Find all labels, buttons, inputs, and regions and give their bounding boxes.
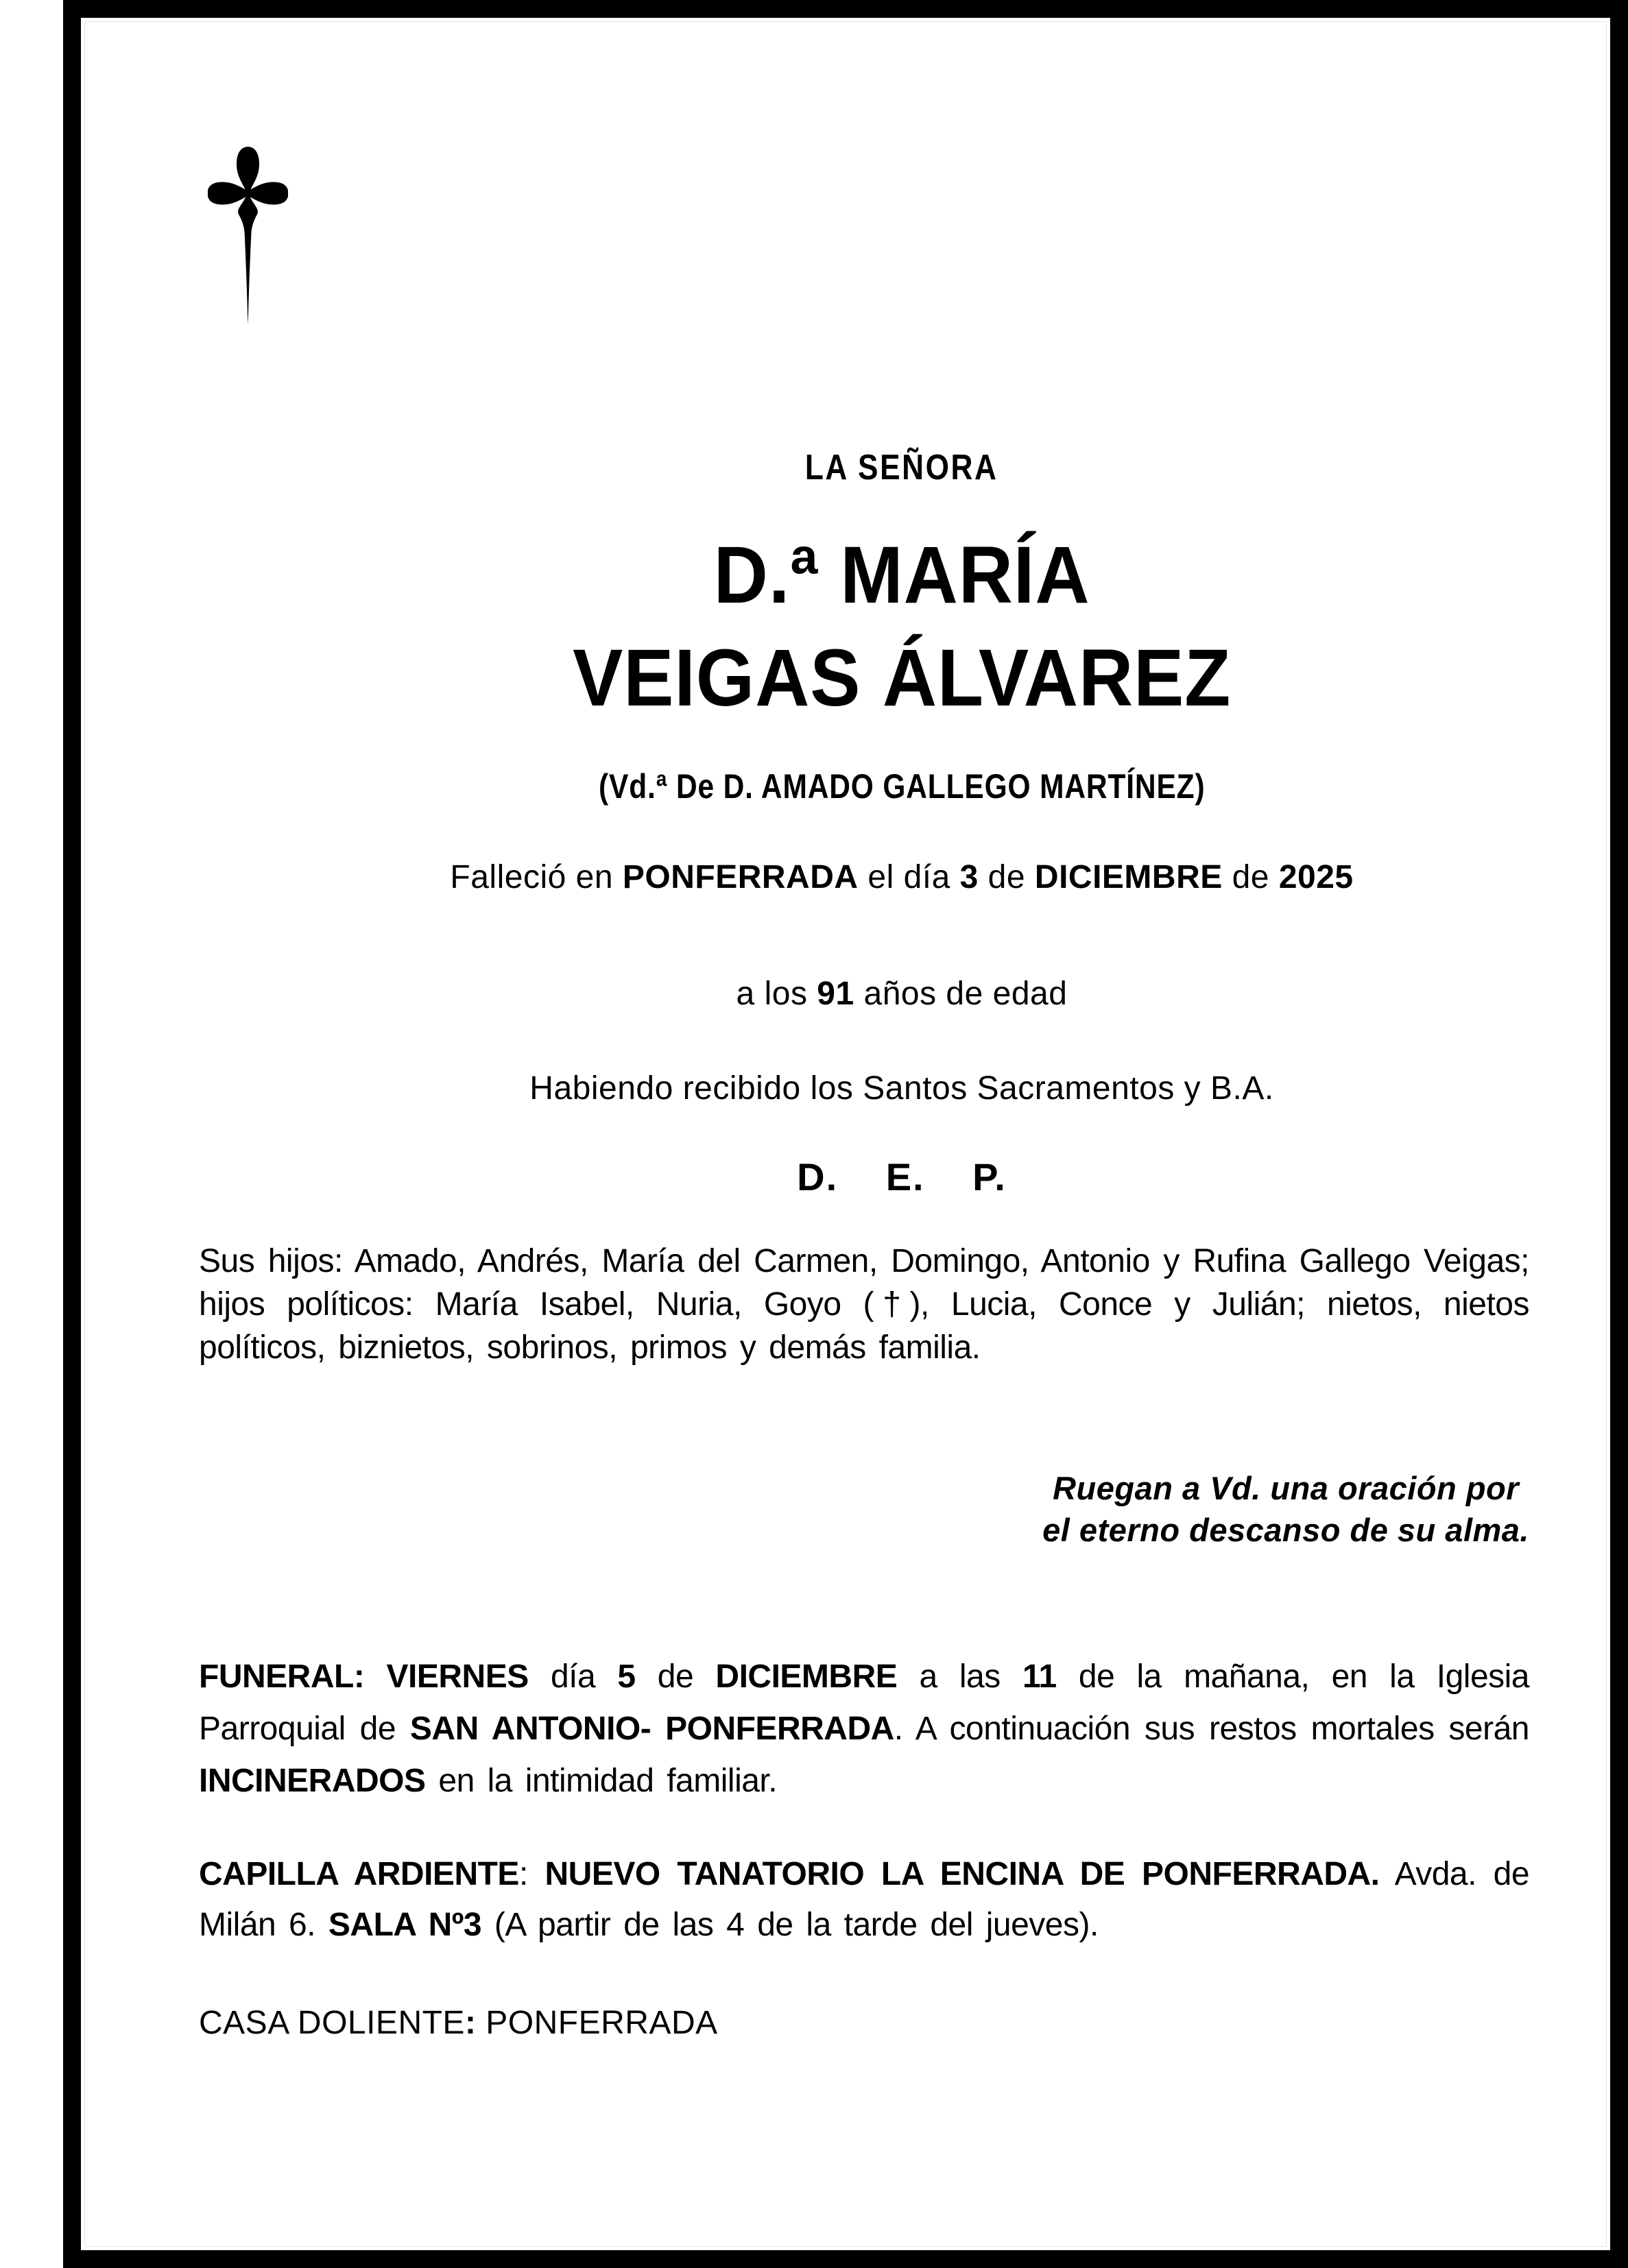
honorific-text: LA SEÑORA bbox=[805, 448, 998, 487]
deceased-name-line2 bbox=[199, 627, 1529, 729]
mourning-house-line: CASA DOLIENTE: PONFERRADA bbox=[199, 2005, 718, 2041]
memorial-cross-icon bbox=[208, 144, 288, 327]
death-line: Falleció en PONFERRADA el día 3 de DICIEMBRE de 2025 bbox=[450, 859, 1354, 895]
notice-content bbox=[199, 0, 1529, 2268]
widow-of-line bbox=[199, 765, 1529, 808]
honorific-heading bbox=[199, 446, 1529, 490]
prayer-line1: Ruegan a Vd. una oración por bbox=[1053, 1470, 1520, 1506]
prayer-line2: el eterno descanso de su alma. bbox=[1042, 1512, 1529, 1548]
widow-of-text: (Vd.ª De D. AMADO GALLEGO MARTÍNEZ) bbox=[598, 767, 1206, 806]
sacraments-line: Habiendo recibido los Santos Sacramentos y B.A. bbox=[529, 1070, 1274, 1107]
family-paragraph: Sus hijos: Amado, Andrés, María del Carmen, Domingo, Antonio y Rufina Gallego Veigas; hijos políticos: María Isabel, Nuria, Goyo (†), Lucia, Conce y Julián; nietos, nietos políticos, biznietos, sobrinos, primos y demás familia. bbox=[199, 1243, 1529, 1366]
dep-abbreviation: D. E. P. bbox=[797, 1155, 1007, 1198]
deceased-name-line2-text: VEIGAS ÁLVAREZ bbox=[572, 633, 1232, 723]
prayer-request bbox=[1042, 1467, 1529, 1551]
wake-chapel-paragraph: CAPILLA ARDIENTE: NUEVO TANATORIO LA ENCINA DE PONFERRADA. Avda. de Milán 6. SALA Nº3 (A partir de las 4 de la tarde del jueves). bbox=[199, 1856, 1530, 1943]
funeral-paragraph: FUNERAL: VIERNES día 5 de DICIEMBRE a las 11 de la mañana, en la Iglesia Parroquial de SAN ANTONIO- PONFERRADA. A continuación sus restos mortales serán INCINERADOS en la intimidad familiar. bbox=[199, 1658, 1529, 1799]
deceased-name-line1 bbox=[199, 524, 1529, 627]
age-line: a los 91 años de edad bbox=[736, 976, 1068, 1012]
prayer-request-block bbox=[1042, 1467, 1529, 1551]
deceased-name-line1-text: D.ª MARÍA bbox=[713, 530, 1090, 620]
